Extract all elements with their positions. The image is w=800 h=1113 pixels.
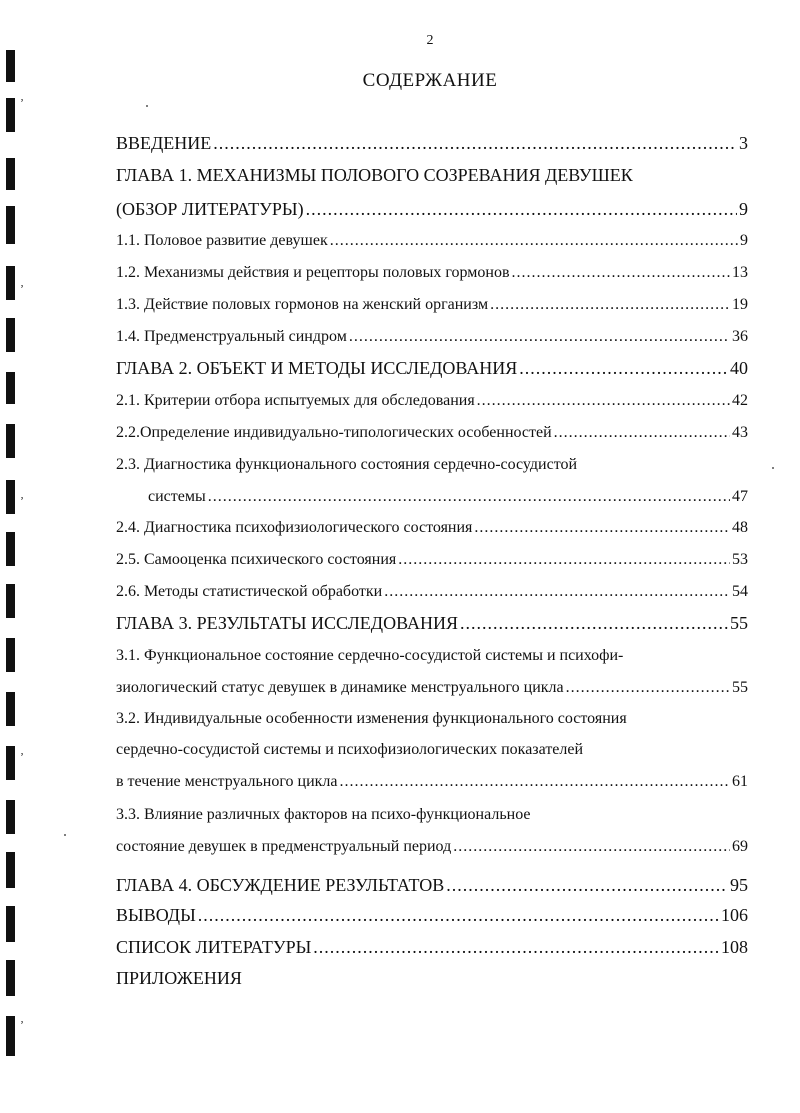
toc-entry-text: 2.4. Диагностика психофизиологического состояния	[116, 519, 473, 536]
toc-entry-page: 106	[721, 905, 748, 925]
toc-leader-dots	[198, 905, 719, 926]
toc-entry-text: 1.4. Предменструальный синдром	[116, 328, 347, 345]
toc-entry-3-2-cont-1	[116, 741, 748, 759]
toc-entry-3-2-cont-2	[116, 773, 748, 791]
toc-entry-1-3	[116, 296, 748, 314]
toc-entry-chapter-3	[116, 613, 748, 634]
toc-entry-text: ПРИЛОЖЕНИЯ	[116, 968, 242, 988]
margin-mark	[6, 532, 15, 566]
margin-scribble: ʼ	[20, 750, 24, 764]
toc-leader-dots	[330, 232, 738, 250]
toc-entry-page: 55	[732, 679, 748, 696]
toc-leader-dots	[349, 328, 730, 346]
toc-leader-dots	[512, 264, 731, 282]
margin-mark	[6, 960, 15, 996]
scan-speck	[146, 105, 148, 107]
margin-mark	[6, 638, 15, 672]
margin-mark	[6, 206, 15, 244]
toc-entry-page: 19	[732, 296, 748, 313]
margin-mark	[6, 800, 15, 834]
toc-entry-page: 13	[732, 264, 748, 281]
toc-entry-page: 95	[730, 875, 748, 895]
toc-entry-3-1	[116, 647, 748, 665]
page-title: СОДЕРЖАНИЕ	[362, 70, 498, 91]
toc-leader-dots	[208, 488, 730, 506]
toc-entry-3-1-cont	[116, 679, 748, 697]
toc-entry-text: состояние девушек в предменструальный период	[116, 838, 452, 855]
toc-entry-3-3-cont	[116, 838, 748, 856]
toc-entry-page: 48	[732, 519, 748, 536]
toc-entry-2-6	[116, 583, 748, 601]
margin-mark	[6, 480, 15, 514]
toc-entry-chapter-4	[116, 875, 748, 896]
toc-entry-page: 69	[732, 838, 748, 855]
margin-mark	[6, 746, 15, 780]
toc-entry-page: 43	[732, 424, 748, 441]
toc-leader-dots	[477, 392, 730, 410]
toc-entry-page: 54	[732, 583, 748, 600]
margin-mark	[6, 852, 15, 888]
margin-mark	[6, 50, 15, 82]
toc-entry-text: 2.6. Методы статистической обработки	[116, 583, 383, 600]
toc-entry-references	[116, 937, 748, 958]
toc-entry-text: 1.1. Половое развитие девушек	[116, 232, 328, 249]
toc-entry-page: 47	[732, 488, 748, 505]
toc-entry-text: ГЛАВА 1. МЕХАНИЗМЫ ПОЛОВОГО СОЗРЕВАНИЯ ДЕВУШЕК	[116, 165, 633, 185]
scan-speck	[772, 467, 774, 469]
toc-entry-3-3	[116, 806, 748, 824]
toc-entry-appendices	[116, 968, 748, 989]
toc-entry-page: 55	[730, 613, 748, 633]
toc-entry-page: 42	[732, 392, 748, 409]
toc-entry-text: 2.1. Критерии отбора испытуемых для обследования	[116, 392, 475, 409]
toc-leader-dots	[398, 551, 730, 569]
toc-entry-conclusions	[116, 905, 748, 926]
toc-entry-text: ГЛАВА 3. РЕЗУЛЬТАТЫ ИССЛЕДОВАНИЯ	[116, 613, 458, 633]
toc-leader-dots	[519, 358, 728, 379]
toc-entry-text: ГЛАВА 2. ОБЪЕКТ И МЕТОДЫ ИССЛЕДОВАНИЯ	[116, 358, 518, 378]
toc-leader-dots	[306, 199, 737, 220]
toc-entry-text: СПИСОК ЛИТЕРАТУРЫ	[116, 937, 312, 957]
toc-entry-chapter-2	[116, 358, 748, 379]
toc-entry-1-4	[116, 328, 748, 346]
toc-leader-dots	[213, 133, 737, 154]
toc-entry-2-2	[116, 424, 748, 442]
toc-leader-dots	[460, 613, 728, 634]
margin-mark	[6, 1016, 15, 1056]
margin-mark	[6, 372, 15, 404]
margin-scribble: ʼ	[20, 282, 24, 296]
toc-entry-text: ГЛАВА 4. ОБСУЖДЕНИЕ РЕЗУЛЬТАТОВ	[116, 875, 445, 895]
toc-entry-1-2	[116, 264, 748, 282]
toc-entry-text: системы	[148, 488, 206, 505]
toc-entry-chapter-1-cont	[116, 199, 748, 220]
margin-scribble: ʼ	[20, 96, 24, 110]
toc-leader-dots	[453, 838, 730, 856]
toc-entry-2-5	[116, 551, 748, 569]
toc-entry-2-1	[116, 392, 748, 410]
margin-mark	[6, 906, 15, 942]
toc-entry-text: зиологический статус девушек в динамике менструального цикла	[116, 679, 564, 696]
toc-entry-2-4	[116, 519, 748, 537]
toc-leader-dots	[340, 773, 730, 791]
toc-entry-page: 108	[721, 937, 748, 957]
margin-mark	[6, 158, 15, 190]
toc-entry-page: 9	[740, 232, 748, 249]
toc-entry-text: 3.2. Индивидуальные особенности изменения функционального состояния	[116, 710, 627, 727]
toc-leader-dots	[554, 424, 730, 442]
margin-mark	[6, 318, 15, 352]
toc-entry-page: 36	[732, 328, 748, 345]
scan-speck	[64, 834, 66, 836]
toc-entry-text: 1.3. Действие половых гормонов на женский организм	[116, 296, 489, 313]
toc-entry-1-1	[116, 232, 748, 250]
toc-entry-text: 1.2. Механизмы действия и рецепторы половых гормонов	[116, 264, 510, 281]
margin-mark	[6, 98, 15, 132]
toc-leader-dots	[384, 583, 730, 601]
margin-mark	[6, 266, 15, 300]
toc-entry-3-2	[116, 710, 748, 728]
toc-entry-page: 40	[730, 358, 748, 378]
page-number: 2	[426, 33, 434, 48]
margin-mark	[6, 424, 15, 458]
toc-leader-dots	[313, 937, 719, 958]
margin-mark	[6, 584, 15, 618]
toc-entry-page: 53	[732, 551, 748, 568]
toc-entry-text: ВВЕДЕНИЕ	[116, 133, 212, 153]
margin-scribble: ʼ	[20, 494, 24, 508]
toc-leader-dots	[566, 679, 730, 697]
toc-entry-page: 9	[739, 199, 748, 219]
toc-leader-dots	[474, 519, 730, 537]
toc-entry-introduction	[116, 133, 748, 154]
toc-entry-text: 3.3. Влияние различных факторов на психо-функциональное	[116, 806, 531, 823]
toc-entry-page: 61	[732, 773, 748, 790]
margin-scribble: ʼ	[20, 1018, 24, 1032]
toc-entry-text: 3.1. Функциональное состояние сердечно-сосудистой системы и психофи-	[116, 647, 624, 664]
toc-entry-text: ВЫВОДЫ	[116, 905, 196, 925]
toc-entry-text: 2.2.Определение индивидуально-типологических особенностей	[116, 424, 552, 441]
toc-entry-text: 2.5. Самооценка психического состояния	[116, 551, 397, 568]
toc-leader-dots	[446, 875, 728, 896]
toc-entry-text: (ОБЗОР ЛИТЕРАТУРЫ)	[116, 199, 304, 219]
toc-entry-text: сердечно-сосудистой системы и психофизиологических показателей	[116, 741, 584, 758]
margin-mark	[6, 692, 15, 726]
toc-entry-2-3-cont	[148, 488, 748, 506]
toc-entry-text: 2.3. Диагностика функционального состояния сердечно-сосудистой	[116, 456, 578, 473]
toc-entry-chapter-1	[116, 165, 748, 186]
toc-entry-text: в течение менструального цикла	[116, 773, 338, 790]
toc-entry-page: 3	[739, 133, 748, 153]
toc-entry-2-3	[116, 456, 748, 474]
toc-leader-dots	[490, 296, 730, 314]
